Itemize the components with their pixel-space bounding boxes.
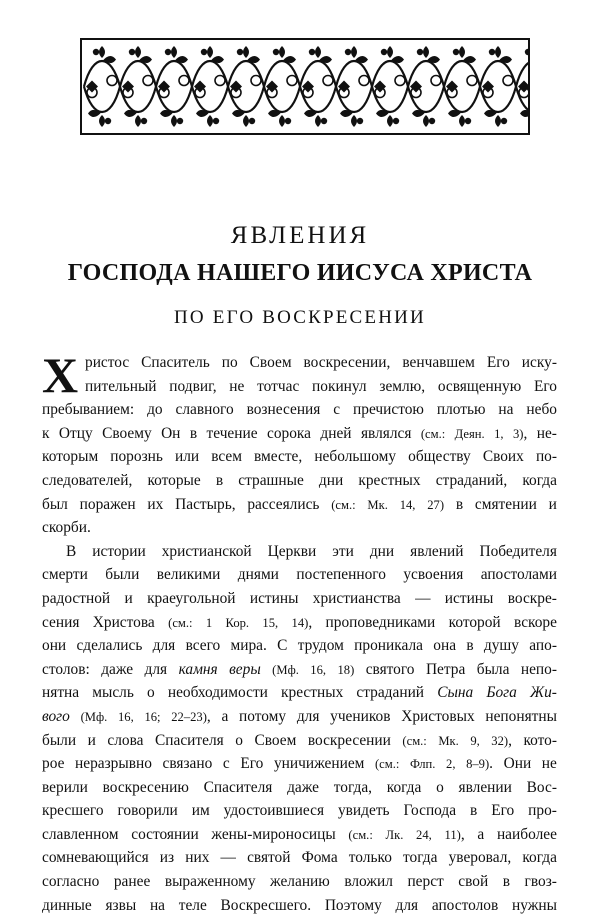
body-text [42,347,557,917]
text-line: славленном состоянии жены-мироносицы (см.: Лк. 24, 11), а наиболее [42,825,557,843]
text-line: был поражен их Пастырь, рассеялись (см.: Мк. 14, 27) в смятении и [42,495,557,513]
text-line: кресшего говорили им удостоившиеся увидеть Господа в Его про- [42,802,557,820]
text-line: были и слова Спасителя о Своем воскресении (см.: Мк. 9, 32), кото- [42,731,557,749]
text-line: динные язвы на теле Воскресшего. Поэтому для апостолов нужны [42,896,557,914]
text-line: сомневающийся из них — святой Фома только тогда уверовал, когда [42,849,557,867]
chapter-subheading: ПО ЕГО ВОСКРЕСЕНИИ [174,307,426,328]
text-line: следователей, которые в страшные дни крестных страданий, когда [42,471,557,489]
chapter-title: ЯВЛЕНИЯ [230,222,370,249]
text-line: нятна мысль о необходимости крестных страданий Сына Бога Жи- [42,684,557,702]
text-line: рое неразрывно связано с Его уничижением (см.: Флп. 2, 8–9). Они не [42,755,557,773]
text-line: вого (Мф. 16, 16; 22–23), а потому для учеников Христовых непонятны [42,707,557,725]
text-line: они сделались для всего мира. С трудом проникала она в душу апо- [42,637,557,655]
text-line: скорби. [42,519,91,537]
text-line: радостной и краеугольной истины христианства — истины воскре- [42,589,557,607]
text-line: которым порознь или всем вместе, небольшому обществу Своих по- [42,448,557,466]
text-line: верили воскресению Спасителя даже тогда, когда о явлении Вос- [42,778,557,796]
text-line: к Отцу Своему Он в течение сорока дней являлся (см.: Деян. 1, 3), не- [42,424,557,442]
text-line: смерти были великими днями постепенного усвоения апостолами [42,566,557,584]
text-line: пребыванием: до славного вознесения с пречистою плотью на небо [42,401,557,419]
drop-cap: Х [42,347,79,403]
text-line: сения Христова (см.: 1 Кор. 15, 14), проповедниками которой вскоре [42,613,557,631]
chapter-subtitle: ГОСПОДА НАШЕГО ИИСУСА ХРИСТА [67,260,533,286]
paragraph-lines [42,347,557,917]
text-line: столов: даже для камня веры (Мф. 16, 18) святого Петра была непо- [42,660,557,678]
text-line: согласно ранее выраженному желанию вложил перст свой в гвоз- [42,873,557,891]
text-line: ристос Спаситель по Своем воскресении, венчавшем Его иску- [85,354,557,371]
floral-vine-ornament-icon [80,38,530,135]
text-line: пительный подвиг, не тотчас покинул землю, освященную Его [85,377,557,395]
ornament-header [80,38,530,135]
text-line: В истории христианской Церкви эти дни явлений Победителя [66,542,557,560]
